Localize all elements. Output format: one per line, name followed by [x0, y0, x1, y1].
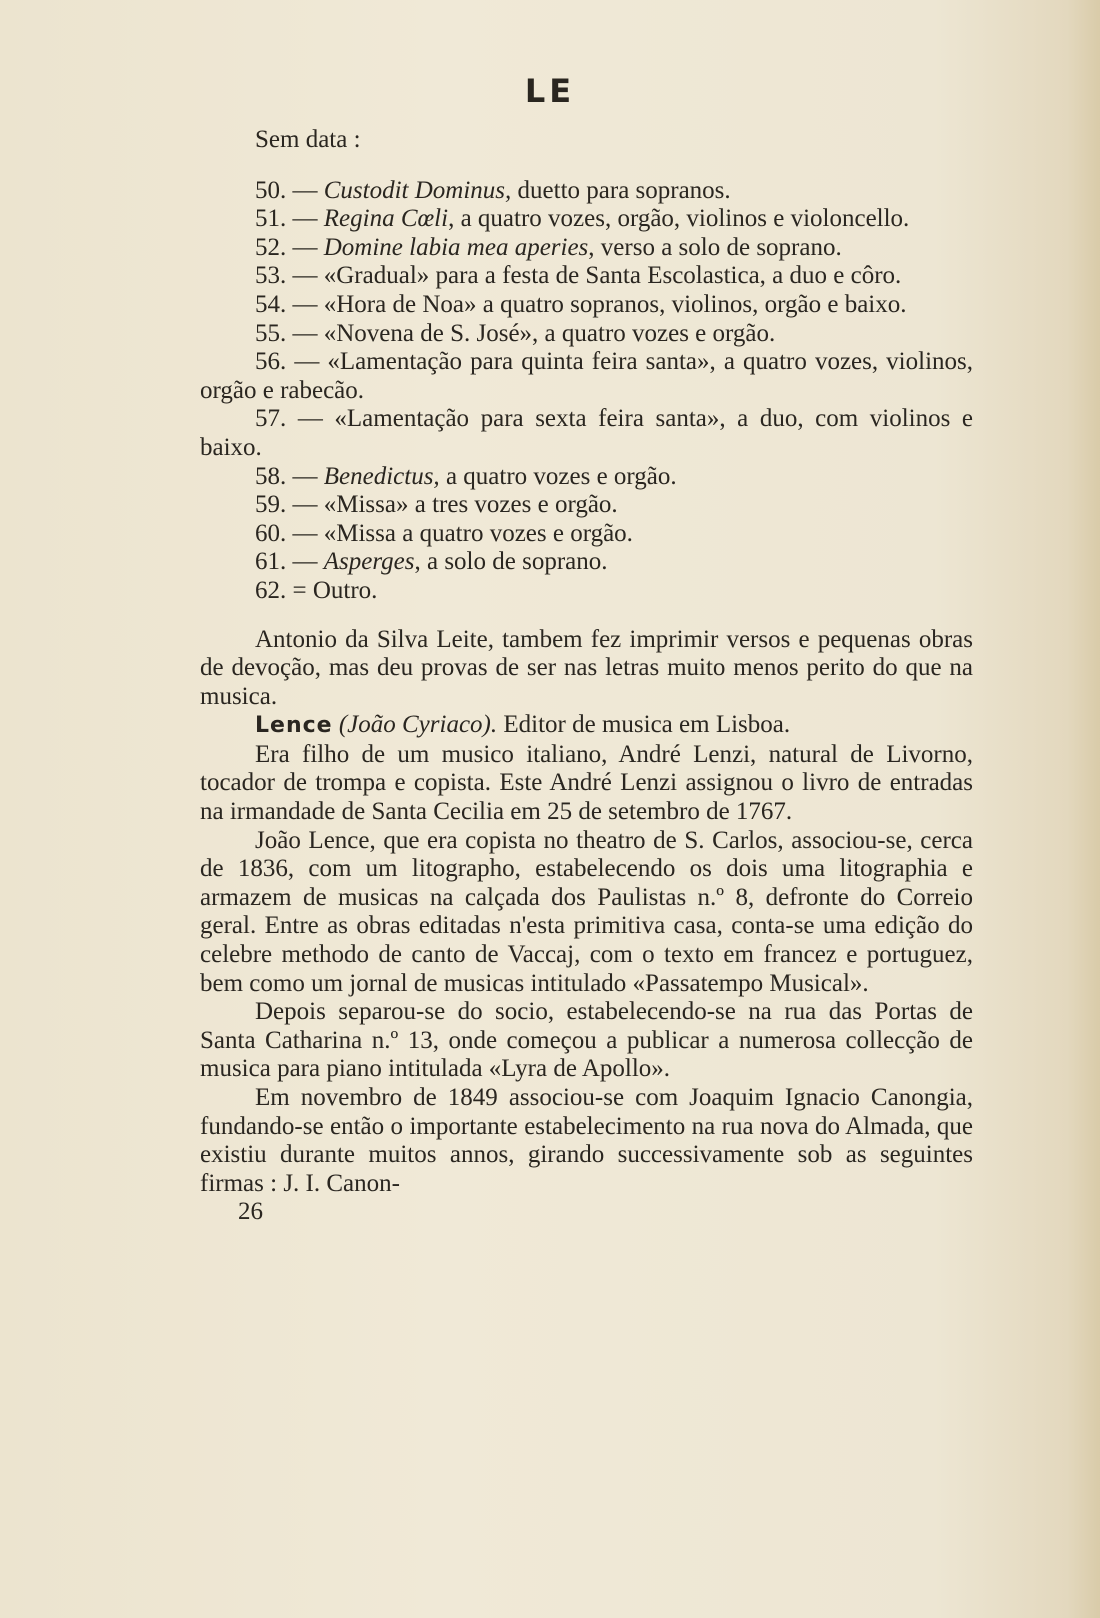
work-description: a quatro vozes e orgão.	[439, 462, 677, 490]
work-number: 56. —	[255, 348, 320, 376]
work-item	[200, 177, 973, 206]
work-item	[200, 463, 973, 492]
entry-name: Lence	[255, 713, 333, 739]
work-title: Asperges	[323, 548, 415, 576]
running-head: LE	[524, 72, 576, 110]
paragraph-canongia: Em novembro de 1849 associou-se com Joaquim Ignacio Canongia, fundando-se então o importante estabelecimento na rua nova do Almada, que existiu durante muitos annos, girando successivamente sob as seguintes firmas : J. I. Canon-	[200, 1084, 973, 1197]
work-description: «Missa a quatro vozes e orgão.	[323, 519, 633, 547]
work-description: , a quatro vozes, orgão, violinos e violoncello.	[448, 205, 910, 233]
work-number: 59. —	[255, 491, 318, 519]
list-intro: Sem data :	[255, 126, 361, 153]
work-description: «Lamentação para sexta feira santa», a duo, com violinos e baixo.	[200, 405, 974, 461]
work-item	[200, 320, 973, 349]
work-number: 50. —	[255, 176, 318, 204]
work-title: Benedictus,	[323, 462, 440, 490]
work-number: 62. =	[255, 576, 307, 604]
work-title: Custodit Dominus,	[323, 176, 512, 204]
work-description: duetto para sopranos.	[511, 176, 731, 204]
signature-mark: 26	[238, 1198, 263, 1226]
work-number: 61. —	[255, 548, 318, 576]
work-item	[200, 291, 973, 320]
paragraph-origin: Era filho de um musico italiano, André Lenzi, natural de Livorno, tocador de trompa e copista. Este André Lenzi assignou o livro de entradas na irmandade de Santa Cecilia em 25 de setembro de 1767.	[200, 740, 973, 826]
work-number: 52. —	[255, 233, 318, 261]
work-number: 55. —	[255, 319, 318, 347]
work-title: Regina Cœli	[323, 205, 449, 233]
work-description: Outro.	[312, 576, 378, 604]
work-item	[200, 205, 973, 234]
work-number: 53. —	[255, 262, 318, 290]
spacer	[200, 155, 973, 177]
spacer	[200, 606, 973, 626]
work-description: , verso a solo de soprano.	[588, 233, 842, 261]
work-title: Domine labia mea aperies	[323, 233, 589, 261]
work-number: 60. —	[255, 519, 318, 547]
work-description: «Hora de Noa» a quatro sopranos, violinos, orgão e baixo.	[323, 290, 907, 318]
work-item	[200, 520, 973, 549]
work-description: «Gradual» para a festa de Santa Escolastica, a duo e côro.	[323, 262, 902, 290]
work-item	[200, 234, 973, 263]
work-item	[200, 577, 973, 606]
paragraph-separation: Depois separou-se do socio, estabelecendo-se na rua das Portas de Santa Catharina n.º 13, onde começou a publicar a numerosa collecção de musica para piano intitulada «Lyra de Apollo».	[200, 998, 973, 1083]
work-number: 54. —	[255, 290, 318, 318]
work-number: 57. —	[255, 405, 323, 433]
entry-description: Editor de musica em Lisboa.	[497, 711, 791, 739]
work-number: 58. —	[255, 462, 318, 490]
entry-given-name: (João Cyriaco).	[338, 711, 498, 739]
work-description: «Missa» a tres vozes e orgão.	[323, 491, 618, 519]
work-item	[200, 348, 973, 405]
work-item	[200, 491, 973, 520]
work-number: 51. —	[255, 205, 318, 233]
paragraph-leite: Antonio da Silva Leite, tambem fez imprimir versos e pequenas obras de devoção, mas deu provas de ser nas letras muito menos perito do que na musica.	[200, 625, 973, 710]
page-body	[200, 126, 973, 1227]
work-description: , a solo de soprano.	[414, 548, 608, 576]
work-item	[200, 548, 973, 577]
works-list	[200, 177, 973, 606]
entry-heading-line	[200, 711, 973, 741]
work-item	[200, 262, 973, 291]
work-description: «Novena de S. José», a quatro vozes e orgão.	[323, 319, 776, 347]
work-description: «Lamentação para quinta feira santa», a quatro vozes, violinos, orgão e rabecão.	[200, 348, 973, 404]
work-item	[200, 405, 973, 462]
paragraph-lithography: João Lence, que era copista no theatro de S. Carlos, associou-se, cerca de 1836, com um litographo, estabelecendo os dois uma litographia e armazem de musicas na calçada dos Paulistas n.º 8, defronte do Correio geral. Entre as obras editadas n'esta primitiva casa, conta-se uma edição do celebre methodo de canto de Vaccaj, com o texto em francez e portuguez, bem como um jornal de musicas intitulado «Passatempo Musical».	[200, 826, 973, 997]
